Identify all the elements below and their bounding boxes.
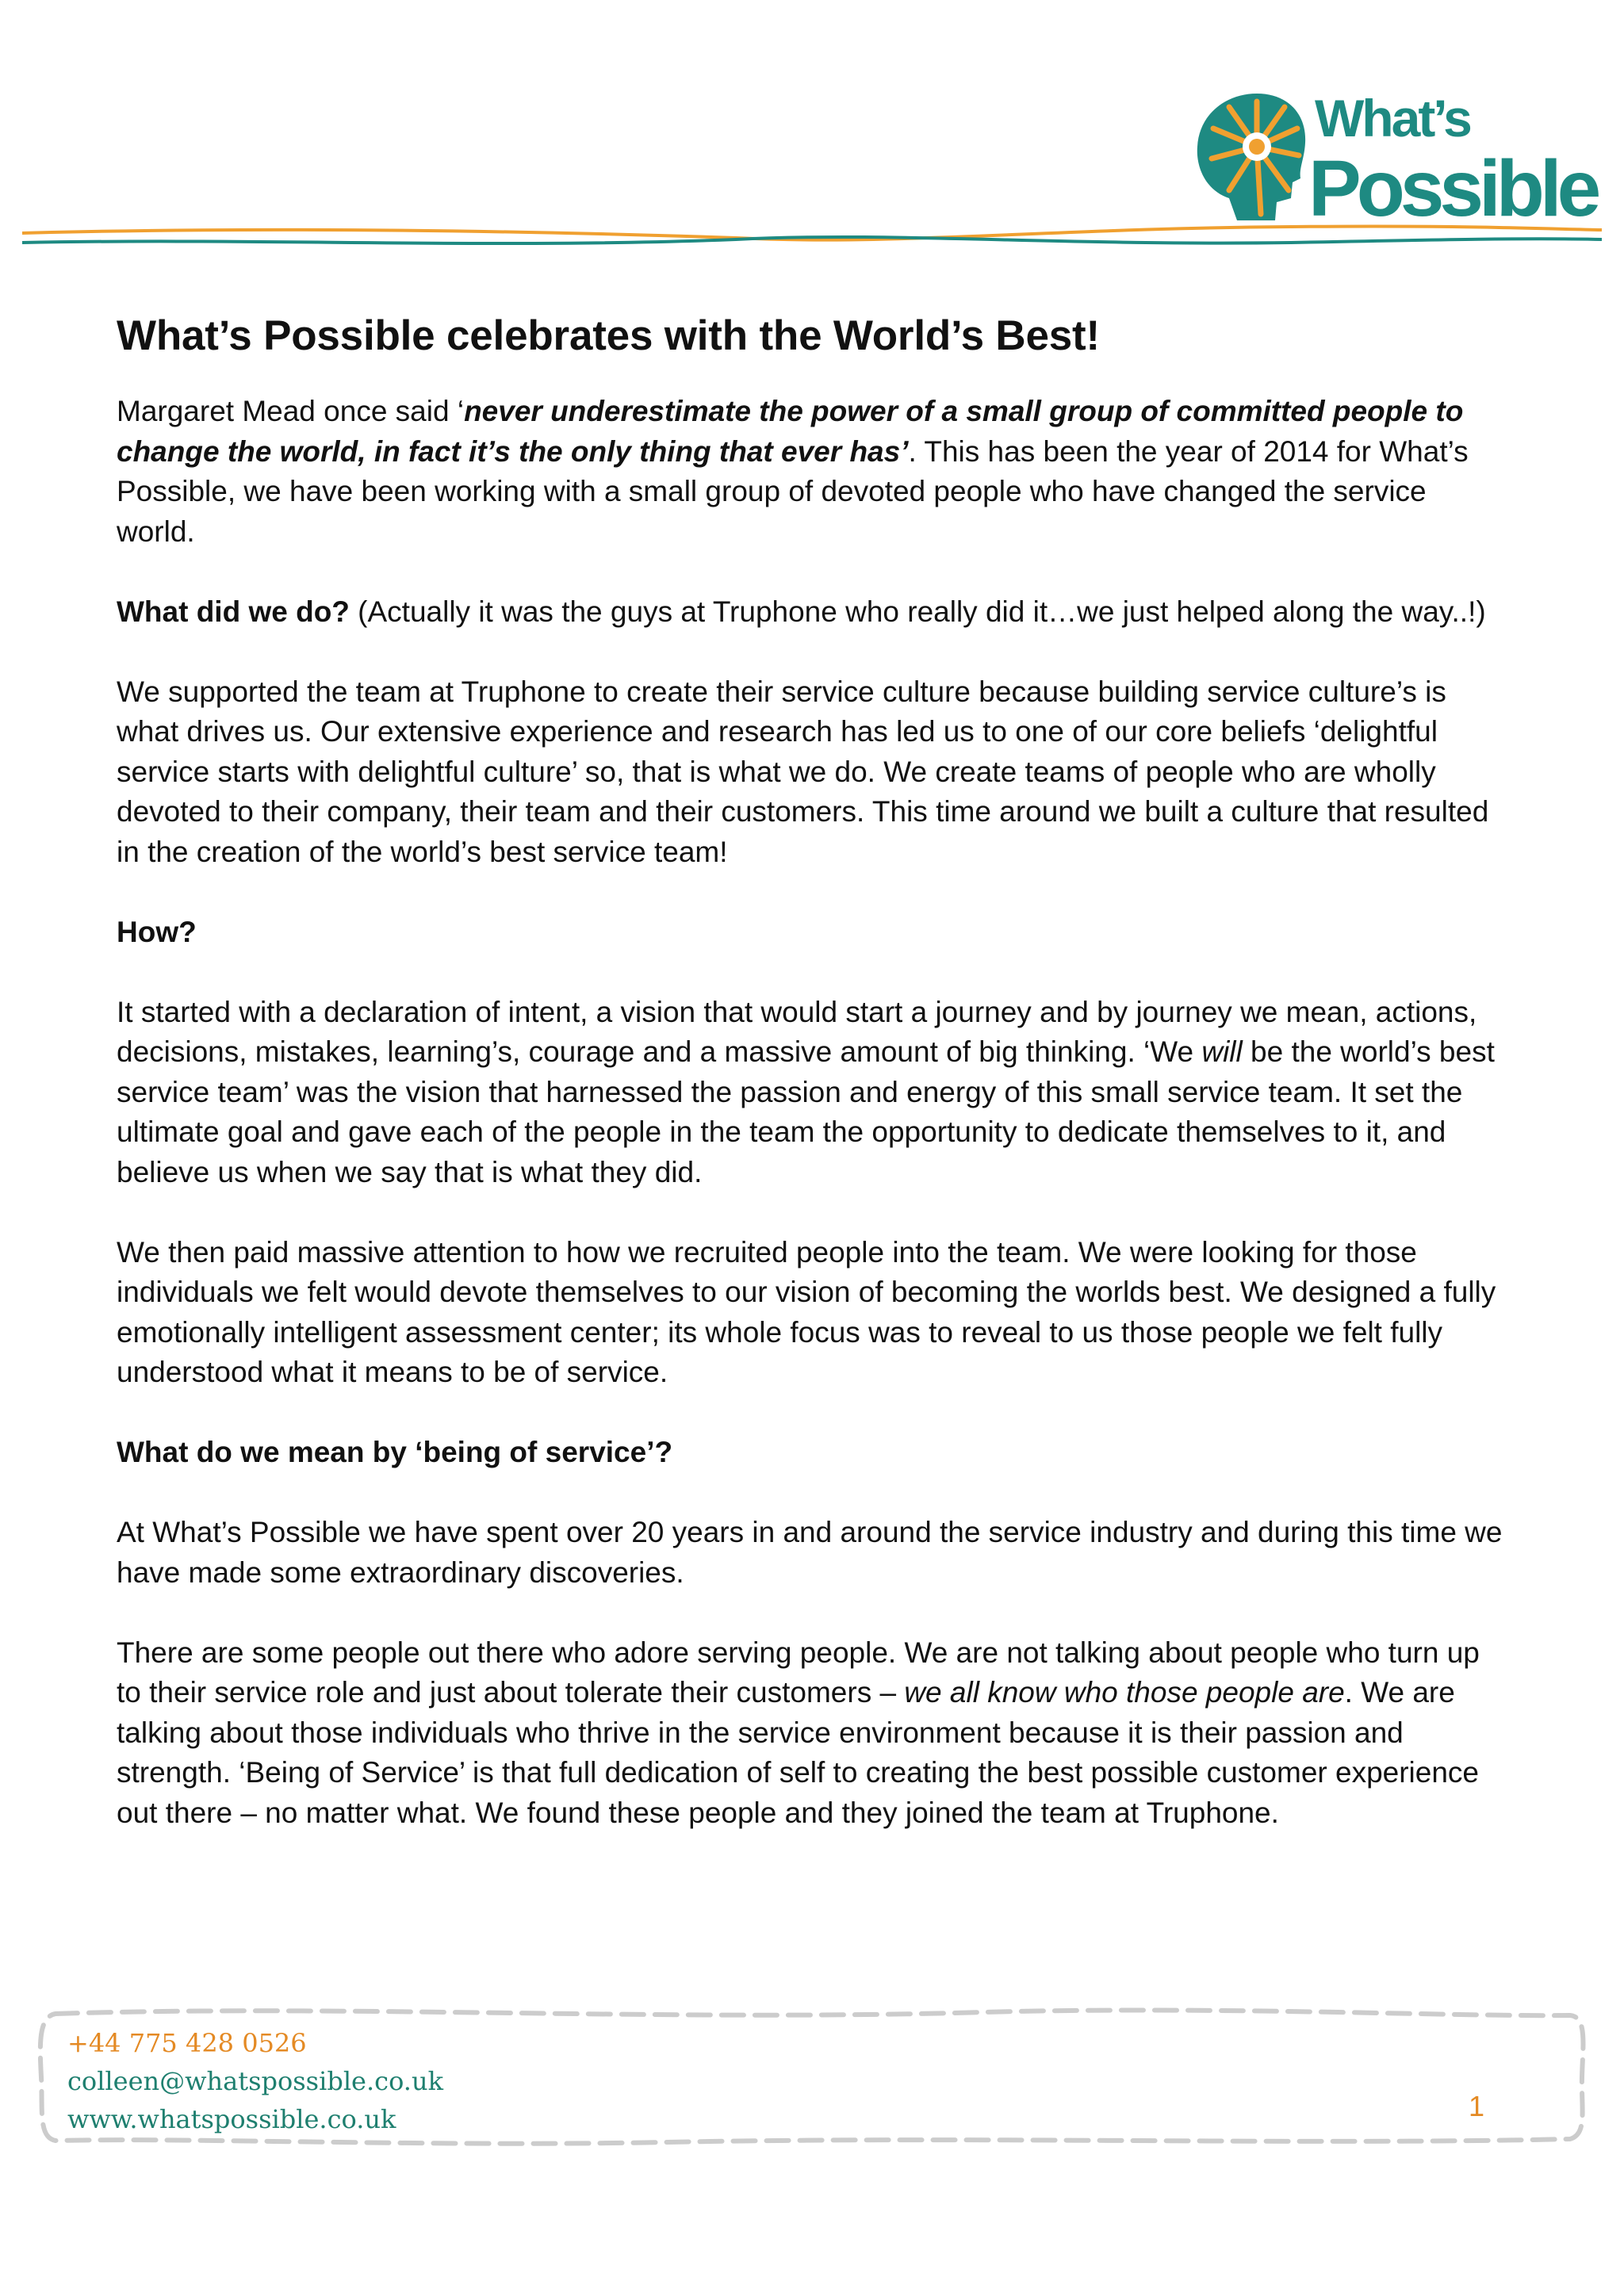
what-did-we-do-paragraph: What did we do? (Actually it was the guys at Truphone who really did it…we just helped along the way..!) <box>117 595 1486 628</box>
header-wave-divider <box>22 222 1602 262</box>
service-people-paragraph: There are some people out there who adore serving people. We are not talking about people who turn up to their service role and just about tolerate their customers – we all know who those people are. We are talking about those individuals who thrive in the service environment because it is their passion and strength. ‘Being of Service’ is that full dedication of self to creating the best possible customer experience out there – no matter what. We found these people and they joined the team at Truphone. <box>117 1636 1480 1829</box>
page-title: What’s Possible celebrates with the World’s Best! <box>117 312 1100 359</box>
document-body <box>117 308 1504 1873</box>
mead-quote: never underestimate the power of a small group of committed people to change the world, in fact it’s the only thing that ever has’ <box>117 395 1464 468</box>
footer-email-link[interactable]: colleen@whatspossible.co.uk <box>67 2066 443 2096</box>
logo-line-possible: Possible <box>1308 144 1597 230</box>
head-sunburst-icon <box>1197 94 1305 220</box>
experience-paragraph: At What’s Possible we have spent over 20 years in and around the service industry and during this time we have made some extraordinary discoveries. <box>117 1516 1503 1589</box>
how-heading: How? <box>117 915 197 948</box>
footer-contact <box>67 2024 443 2138</box>
truphone-paragraph: We supported the team at Truphone to create their service culture because building service culture’s is what drives us. Our extensive experience and research has led us to one of our core beliefs ‘delightful service starts with delightful culture’ so, that is what we do. We create teams of people who are wholly devoted to their company, their team and their customers. This time around we built a culture that resulted in the creation of the world’s best service team! <box>117 675 1489 868</box>
what-did-we-do-heading: What did we do? <box>117 595 350 628</box>
being-of-service-heading: What do we mean by ‘being of service’? <box>117 1436 673 1468</box>
page-number: 1 <box>1469 2090 1485 2122</box>
footer-website-link[interactable]: www.whatspossible.co.uk <box>67 2104 396 2134</box>
declaration-paragraph: It started with a declaration of intent, a vision that would start a journey and by journey we mean, actions, decisions, mistakes, learning’s, courage and a massive amount of big thinking. ‘We will be the world’s best service team’ was the vision that harnessed the passion and energy of this small service team. It set the ultimate goal and gave each of the people in the team the opportunity to dedicate themselves to it, and believe us when we say that is what they did. <box>117 995 1495 1188</box>
whats-possible-logo <box>1182 79 1602 230</box>
recruitment-paragraph: We then paid massive attention to how we recruited people into the team. We were looking for those individuals we felt would devote themselves to our vision of becoming the worlds best. We designed a fully emotionally intelligent assessment center; its whole focus was to reveal to us those people we felt fully understood what it means to be of service. <box>117 1235 1496 1388</box>
intro-paragraph: Margaret Mead once said ‘never underestimate the power of a small group of committed people to change the world, in fact it’s the only thing that ever has’. This has been the year of 2014 for What’s Possible, we have been working with a small group of devoted people who have changed the service world. <box>117 395 1469 548</box>
footer-phone: +44 775 428 0526 <box>67 2028 307 2058</box>
logo-line-whats: What’s <box>1315 89 1470 147</box>
